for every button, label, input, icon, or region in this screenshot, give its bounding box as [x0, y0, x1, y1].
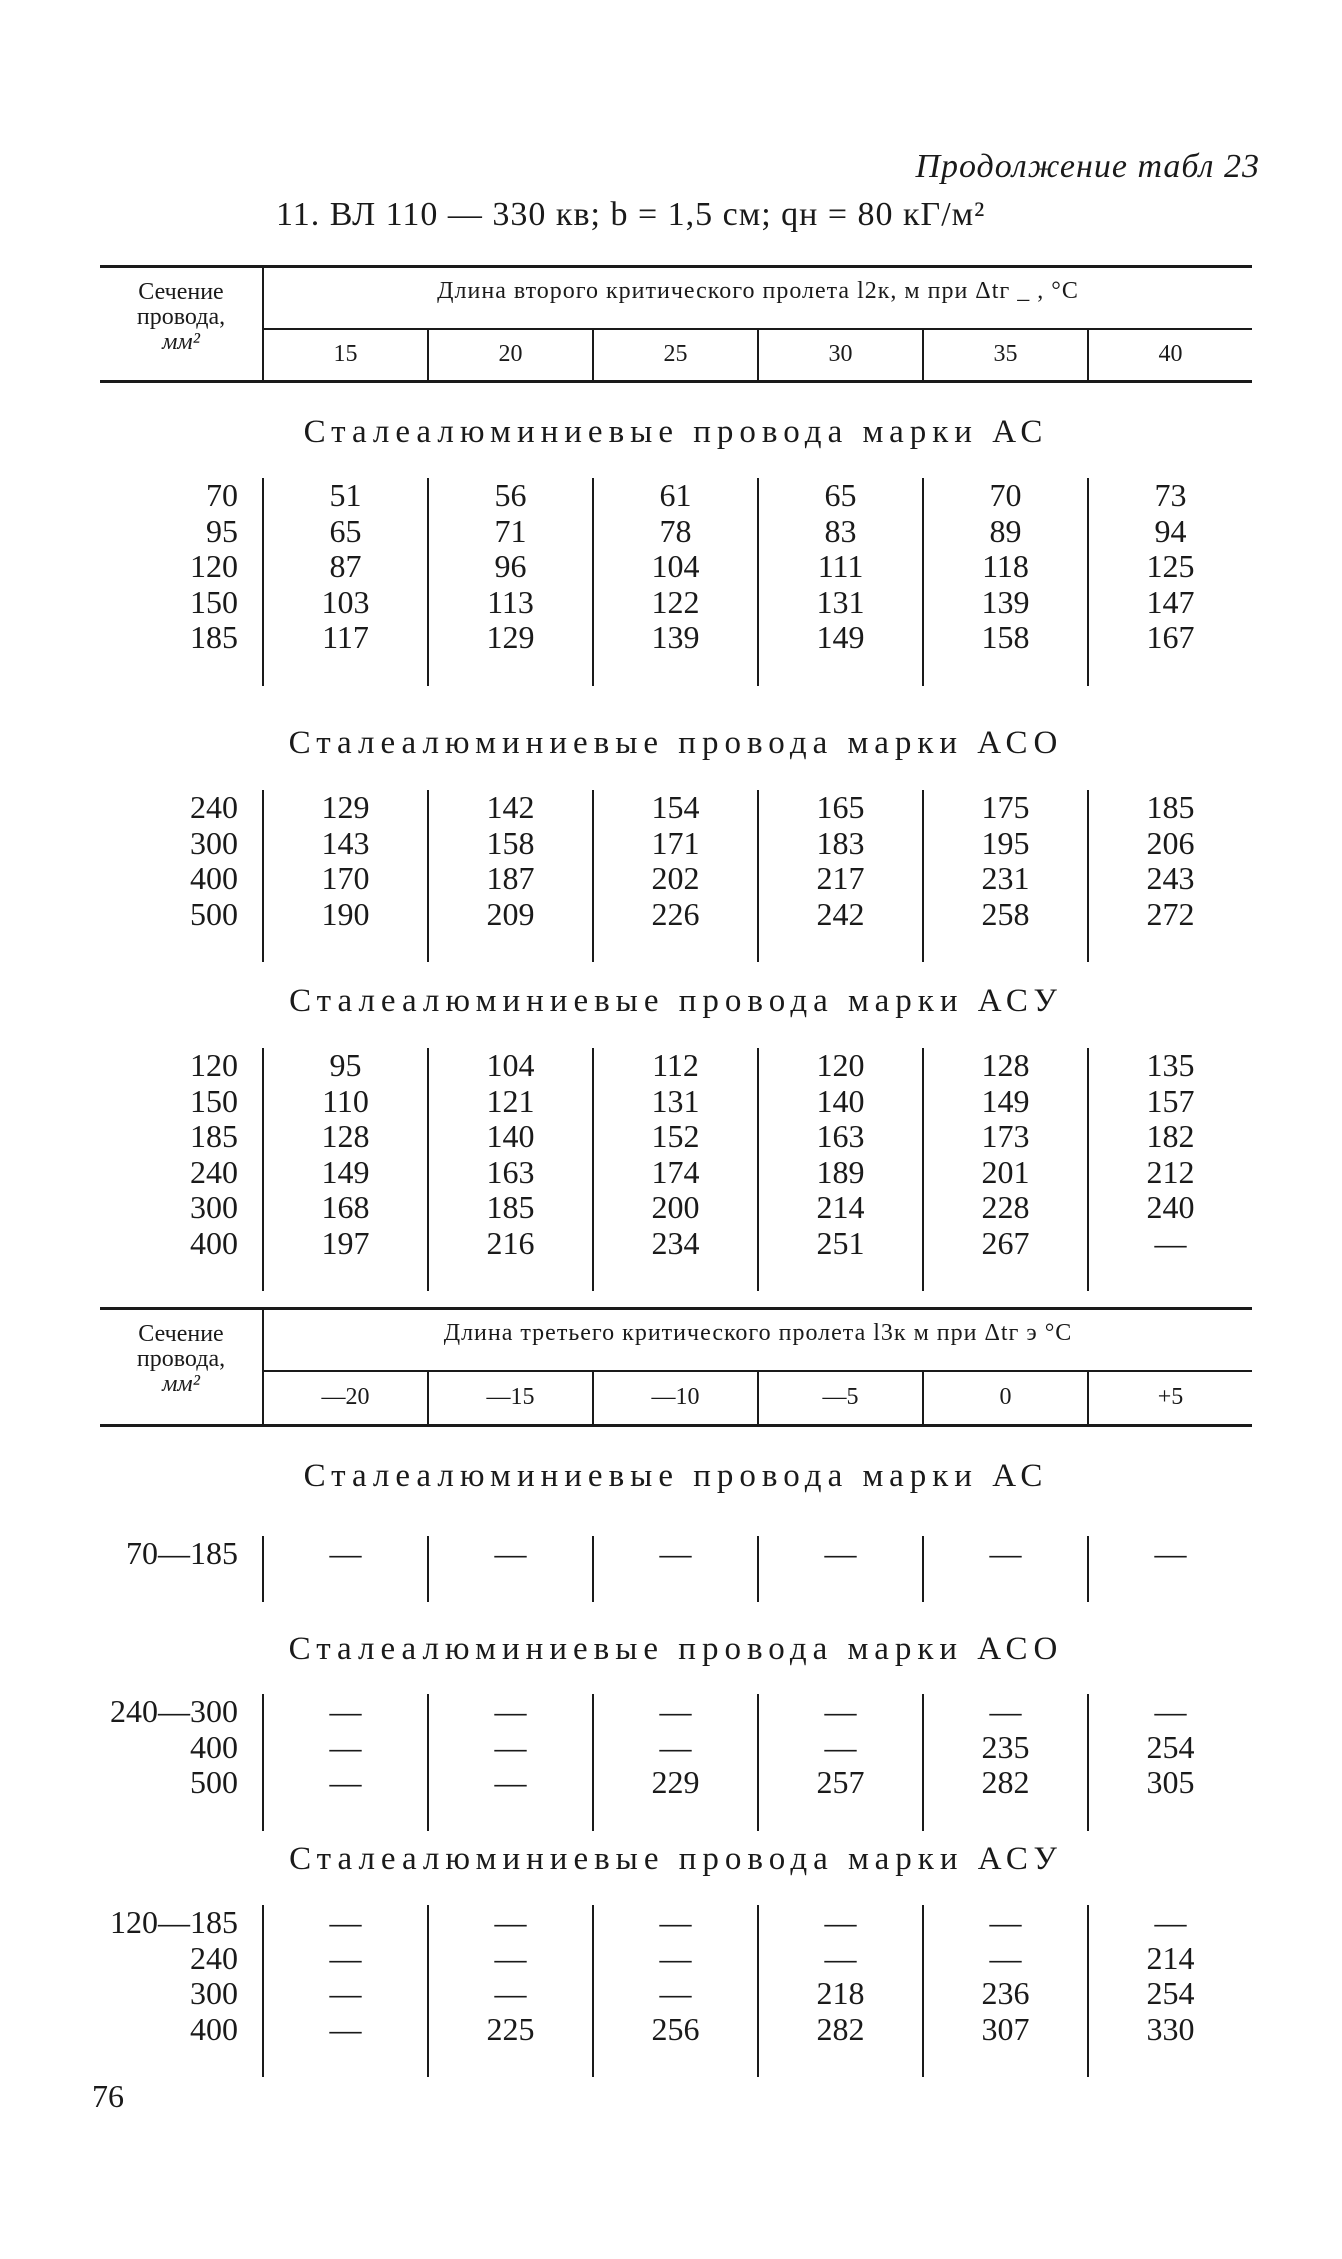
row-section-label: 120 — [190, 548, 238, 584]
table-cell: 94 — [1087, 514, 1252, 550]
table-cell: 95 — [262, 1048, 427, 1084]
table2-header-columns — [264, 1372, 1252, 1424]
column-rule-extension — [100, 1261, 1252, 1291]
table-cell: 131 — [757, 585, 922, 621]
table-row — [100, 585, 1252, 621]
table-cell: 139 — [922, 585, 1087, 621]
table-row — [100, 1084, 1252, 1120]
table-cell: 240 — [1087, 1190, 1252, 1226]
table-cell: 139 — [592, 620, 757, 656]
group-title: Сталеалюминиевые провода марки АСО — [288, 725, 1064, 761]
table-cell: — — [262, 1694, 427, 1730]
row-section-label: 70 — [206, 477, 238, 513]
table-cell: 118 — [922, 549, 1087, 585]
group-title: Сталеалюминиевые провода марки АС — [303, 414, 1049, 450]
table-cell: 71 — [427, 514, 592, 550]
table1-header-caption: Длина второго критического пролета l2к, м при Δtг _ , °С — [437, 278, 1079, 304]
table-block — [100, 1694, 1252, 1831]
table-cell: 257 — [757, 1765, 922, 1801]
table-row — [100, 620, 1252, 656]
row-section-label: 240—300 — [110, 1693, 238, 1729]
table-cell: — — [757, 1941, 922, 1977]
table-cell: 65 — [262, 514, 427, 550]
table-row — [100, 2012, 1252, 2048]
table-cell: 131 — [592, 1084, 757, 1120]
table-cell: 112 — [592, 1048, 757, 1084]
table2-header-section-col: Сечение провода, мм² — [136, 1321, 226, 1397]
table-cell: 167 — [1087, 620, 1252, 656]
table-cell: — — [757, 1905, 922, 1941]
table-cell: 78 — [592, 514, 757, 550]
table-cell: 267 — [922, 1226, 1087, 1262]
table-cell: 218 — [757, 1976, 922, 2012]
table-cell: 256 — [592, 2012, 757, 2048]
table-cell: — — [1087, 1905, 1252, 1941]
table-row — [100, 826, 1252, 862]
table2-header-span — [262, 1310, 1252, 1424]
table-cell: 216 — [427, 1226, 592, 1262]
table-cell: 73 — [1087, 478, 1252, 514]
table-cell: 121 — [427, 1084, 592, 1120]
table-cell: — — [592, 1536, 757, 1572]
table-cell: — — [427, 1765, 592, 1801]
table-cell: 225 — [427, 2012, 592, 2048]
table2-col-header: +5 — [1087, 1372, 1252, 1424]
column-rule-extension — [100, 1572, 1252, 1602]
group-title: Сталеалюминиевые провода марки АСУ — [289, 1841, 1063, 1877]
table-cell: 187 — [427, 861, 592, 897]
table-cell: — — [427, 1905, 592, 1941]
table-cell: 209 — [427, 897, 592, 933]
table1-header-span — [262, 268, 1252, 380]
column-rule-extension — [100, 932, 1252, 962]
table-cell: 185 — [1087, 790, 1252, 826]
table-cell: — — [262, 1941, 427, 1977]
group-title: Сталеалюминиевые провода марки АСО — [288, 1631, 1064, 1667]
table-cell: 235 — [922, 1730, 1087, 1766]
row-section-label: 185 — [190, 619, 238, 655]
table-row — [100, 1119, 1252, 1155]
table2-col-header: —15 — [427, 1372, 592, 1424]
table-cell: 234 — [592, 1226, 757, 1262]
row-section-label: 400 — [190, 2010, 238, 2047]
table-row — [100, 1941, 1252, 1977]
table-cell: 305 — [1087, 1765, 1252, 1801]
row-section-label: 300 — [190, 1189, 238, 1225]
row-section-label: 70—185 — [126, 1535, 238, 1571]
table-cell: — — [757, 1694, 922, 1730]
table-cell: 202 — [592, 861, 757, 897]
table-cell: — — [592, 1976, 757, 2012]
table-cell: 149 — [262, 1155, 427, 1191]
page-number: 76 — [92, 2078, 124, 2114]
table-cell: — — [427, 1694, 592, 1730]
table-cell: 195 — [922, 826, 1087, 862]
table-cell: — — [427, 1730, 592, 1766]
table-title: 11. ВЛ 110 — 330 кв; b = 1,5 см; qн = 80 кГ/м² — [276, 196, 986, 233]
continuation-note: Продолжение табл 23 — [915, 148, 1260, 185]
row-section-label: 240 — [190, 789, 238, 825]
row-section-label: 500 — [190, 1764, 238, 1800]
table-cell: 165 — [757, 790, 922, 826]
table-cell: 330 — [1087, 2012, 1252, 2048]
table-cell: — — [592, 1905, 757, 1941]
table-row — [100, 1765, 1252, 1801]
table-block — [100, 790, 1252, 962]
table-cell: 129 — [427, 620, 592, 656]
table-cell: 226 — [592, 897, 757, 933]
table-cell: 96 — [427, 549, 592, 585]
table-cell: 171 — [592, 826, 757, 862]
row-section-label: 500 — [190, 895, 238, 932]
table1-col-header: 35 — [922, 330, 1087, 380]
table-cell: 201 — [922, 1155, 1087, 1191]
table-cell: — — [757, 1536, 922, 1572]
table-cell: 174 — [592, 1155, 757, 1191]
row-section-label: 150 — [190, 583, 238, 620]
table-cell: 258 — [922, 897, 1087, 933]
table-cell: 128 — [922, 1048, 1087, 1084]
table2-header — [100, 1307, 1252, 1427]
table-cell: — — [262, 1905, 427, 1941]
table1-header-columns — [264, 330, 1252, 380]
table-cell: 170 — [262, 861, 427, 897]
table-row — [100, 1976, 1252, 2012]
row-section-label: 240 — [190, 1153, 238, 1190]
table-cell: 189 — [757, 1155, 922, 1191]
table-cell: 282 — [757, 2012, 922, 2048]
table-cell: 236 — [922, 1976, 1087, 2012]
table-block — [100, 1905, 1252, 2077]
table-row — [100, 549, 1252, 585]
table-cell: 190 — [262, 897, 427, 933]
table1-header-section-col: Сечение провода, мм² — [136, 279, 226, 355]
table-cell: 154 — [592, 790, 757, 826]
row-section-label: 400 — [190, 860, 238, 896]
table-cell: 56 — [427, 478, 592, 514]
table-cell: 135 — [1087, 1048, 1252, 1084]
table-cell: 65 — [757, 478, 922, 514]
table-cell: 254 — [1087, 1730, 1252, 1766]
table-cell: 231 — [922, 861, 1087, 897]
table-row — [100, 1905, 1252, 1941]
group-title: Сталеалюминиевые провода марки АС — [303, 1458, 1049, 1494]
table-cell: 152 — [592, 1119, 757, 1155]
table-cell: — — [592, 1941, 757, 1977]
table-cell: 83 — [757, 514, 922, 550]
table2-col-header: —20 — [321, 1384, 370, 1410]
table1-header — [100, 265, 1252, 383]
table-cell: — — [922, 1941, 1087, 1977]
row-section-label: 300 — [190, 1975, 238, 2011]
table-row — [100, 861, 1252, 897]
table-cell: 103 — [262, 585, 427, 621]
table-cell: 122 — [592, 585, 757, 621]
table-row — [100, 1155, 1252, 1191]
table-cell: — — [427, 1941, 592, 1977]
row-section-label: 240 — [190, 1939, 238, 1976]
table-cell: 111 — [757, 549, 922, 585]
table1-col-header: 20 — [427, 330, 592, 380]
table-row — [100, 1694, 1252, 1730]
row-section-label: 95 — [206, 512, 238, 549]
table-cell: 142 — [427, 790, 592, 826]
table-cell: 87 — [262, 549, 427, 585]
row-section-label: 400 — [190, 1224, 238, 1261]
table-cell: 168 — [262, 1190, 427, 1226]
table-cell: 182 — [1087, 1119, 1252, 1155]
table-cell: 61 — [592, 478, 757, 514]
table-cell: 254 — [1087, 1976, 1252, 2012]
table2-header-caption: Длина третьего критического пролета l3к м при Δtг э °С — [443, 1320, 1073, 1346]
table-cell: 307 — [922, 2012, 1087, 2048]
table-cell: 70 — [922, 478, 1087, 514]
table-cell: — — [1087, 1226, 1252, 1262]
table-cell: 173 — [922, 1119, 1087, 1155]
table-cell: 129 — [262, 790, 427, 826]
table1-col-header: 25 — [592, 330, 757, 380]
column-rule-extension — [100, 2047, 1252, 2077]
table-cell: 206 — [1087, 826, 1252, 862]
table-cell: 149 — [922, 1084, 1087, 1120]
table2-col-header: —5 — [757, 1372, 922, 1424]
table-cell: 197 — [262, 1226, 427, 1262]
table-cell: 158 — [922, 620, 1087, 656]
table-cell: — — [262, 1536, 427, 1572]
table-cell: 175 — [922, 790, 1087, 826]
row-section-label: 400 — [190, 1728, 238, 1765]
table-cell: — — [427, 1536, 592, 1572]
row-section-label: 300 — [190, 824, 238, 861]
column-rule-extension — [100, 1801, 1252, 1831]
table-cell: — — [262, 2012, 427, 2048]
table-cell: — — [592, 1730, 757, 1766]
row-section-label: 120—185 — [110, 1904, 238, 1940]
table-cell: 157 — [1087, 1084, 1252, 1120]
table-cell: 183 — [757, 826, 922, 862]
table2-col-header: 0 — [922, 1372, 1087, 1424]
table-cell: — — [757, 1730, 922, 1766]
table-cell: 125 — [1087, 549, 1252, 585]
table-block — [100, 478, 1252, 686]
table-cell: 214 — [1087, 1941, 1252, 1977]
table-cell: 140 — [757, 1084, 922, 1120]
table1-col-header: 30 — [757, 330, 922, 380]
table-cell: 282 — [922, 1765, 1087, 1801]
table-cell: 104 — [592, 549, 757, 585]
table-row — [100, 897, 1252, 933]
table-cell: — — [1087, 1694, 1252, 1730]
table-cell: 251 — [757, 1226, 922, 1262]
column-rule-extension — [100, 656, 1252, 686]
table1-col-header: 15 — [333, 341, 358, 367]
table-row — [100, 1048, 1252, 1084]
table-cell: 200 — [592, 1190, 757, 1226]
table2-col-header: —10 — [592, 1372, 757, 1424]
table-cell: — — [427, 1976, 592, 2012]
table-cell: 228 — [922, 1190, 1087, 1226]
table-cell: 229 — [592, 1765, 757, 1801]
table-cell: 120 — [757, 1048, 922, 1084]
table-cell: 272 — [1087, 897, 1252, 933]
table-cell: 143 — [262, 826, 427, 862]
table-cell: 128 — [262, 1119, 427, 1155]
table-cell: 163 — [427, 1155, 592, 1191]
table-cell: 212 — [1087, 1155, 1252, 1191]
table-cell: 163 — [757, 1119, 922, 1155]
table-cell: 147 — [1087, 585, 1252, 621]
table-cell: 113 — [427, 585, 592, 621]
table-cell: 243 — [1087, 861, 1252, 897]
table-row — [100, 1190, 1252, 1226]
table-row — [100, 478, 1252, 514]
table-cell: 158 — [427, 826, 592, 862]
table-cell: — — [262, 1730, 427, 1766]
table-cell: — — [1087, 1536, 1252, 1572]
table-cell: — — [922, 1905, 1087, 1941]
table1-col-header: 40 — [1087, 330, 1252, 380]
table-cell: 214 — [757, 1190, 922, 1226]
table-cell: 149 — [757, 620, 922, 656]
row-section-label: 120 — [190, 1047, 238, 1083]
table-cell: — — [262, 1976, 427, 2012]
table-row — [100, 1730, 1252, 1766]
table-row — [100, 790, 1252, 826]
row-section-label: 150 — [190, 1082, 238, 1119]
table-cell: — — [262, 1765, 427, 1801]
table-row — [100, 1226, 1252, 1262]
table-row — [100, 1536, 1252, 1572]
table-cell: — — [592, 1694, 757, 1730]
table-cell: 242 — [757, 897, 922, 933]
table-cell: 110 — [262, 1084, 427, 1120]
table-row — [100, 514, 1252, 550]
table-cell: 51 — [262, 478, 427, 514]
table-block — [100, 1536, 1252, 1602]
group-title: Сталеалюминиевые провода марки АСУ — [289, 983, 1063, 1019]
table-cell: — — [922, 1694, 1087, 1730]
table-cell: 89 — [922, 514, 1087, 550]
table-cell: — — [922, 1536, 1087, 1572]
table-cell: 117 — [262, 620, 427, 656]
table-cell: 104 — [427, 1048, 592, 1084]
table-cell: 217 — [757, 861, 922, 897]
table-cell: 140 — [427, 1119, 592, 1155]
row-section-label: 185 — [190, 1118, 238, 1154]
table-block — [100, 1048, 1252, 1291]
table-cell: 185 — [427, 1190, 592, 1226]
